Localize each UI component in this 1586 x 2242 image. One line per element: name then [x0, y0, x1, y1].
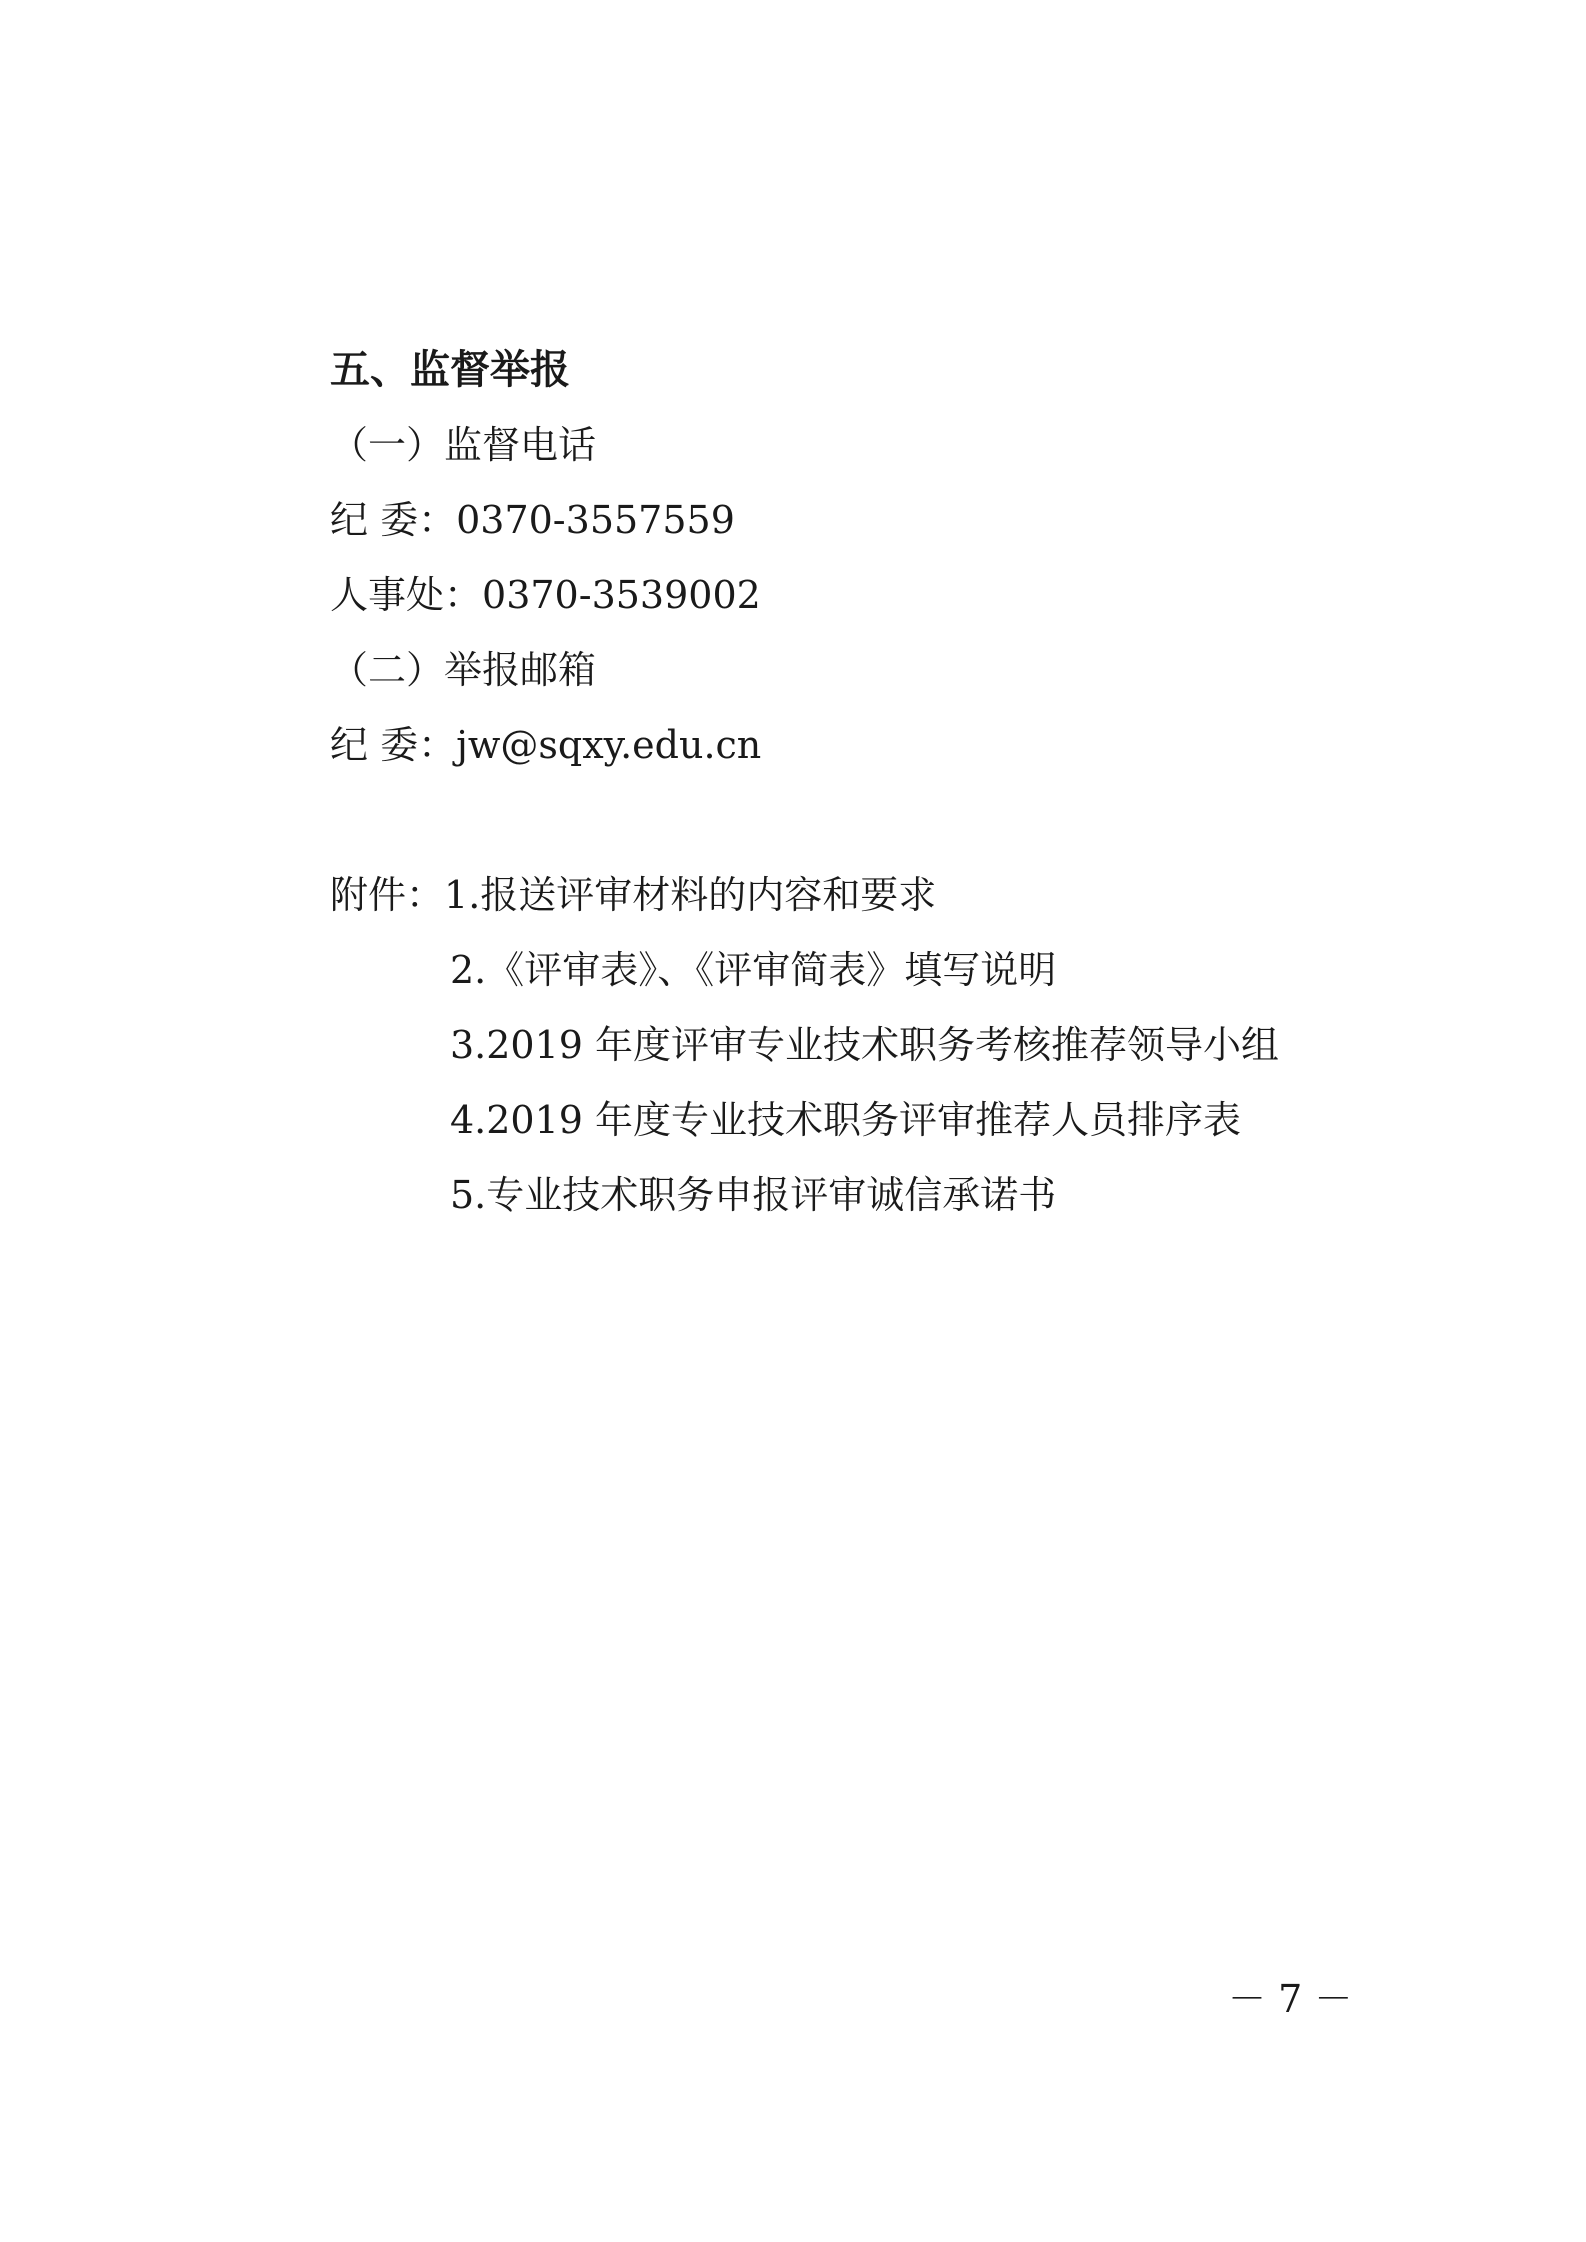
phone-entry-label: 人事处： [330, 573, 483, 617]
attachment-item-5: 5.专业技术职务申报评审诚信承诺书 [450, 1173, 1057, 1217]
phone-entry-value: 0370-3539002 [482, 573, 761, 617]
attachment-item-3: 3.2019 年度评审专业技术职务考核推荐领导小组 [450, 1023, 1280, 1067]
email-subheading: （二）举报邮箱 [330, 648, 597, 692]
attachments-block [330, 871, 936, 919]
phone-entry-value: 0370-3557559 [456, 498, 735, 542]
phone-entry-label: 纪 委： [330, 498, 457, 542]
email-entry-label: 纪 委： [330, 723, 457, 767]
page-number: － 7 － [1228, 1977, 1353, 2021]
attachments-label: 附件： [330, 873, 445, 917]
phone-entry-personnel [330, 571, 761, 619]
email-entry-disciplinary [330, 721, 761, 769]
phone-entry-disciplinary [330, 496, 735, 544]
section-heading: 五、监督举报 [330, 347, 570, 393]
attachment-item-2: 2.《评审表》、《评审简表》填写说明 [450, 948, 1057, 992]
attachment-item-4: 4.2019 年度专业技术职务评审推荐人员排序表 [450, 1098, 1242, 1142]
attachment-item-1: 1.报送评审材料的内容和要求 [444, 873, 937, 917]
email-entry-value: jw@sqxy.edu.cn [456, 723, 762, 767]
phone-subheading: （一）监督电话 [330, 423, 597, 467]
